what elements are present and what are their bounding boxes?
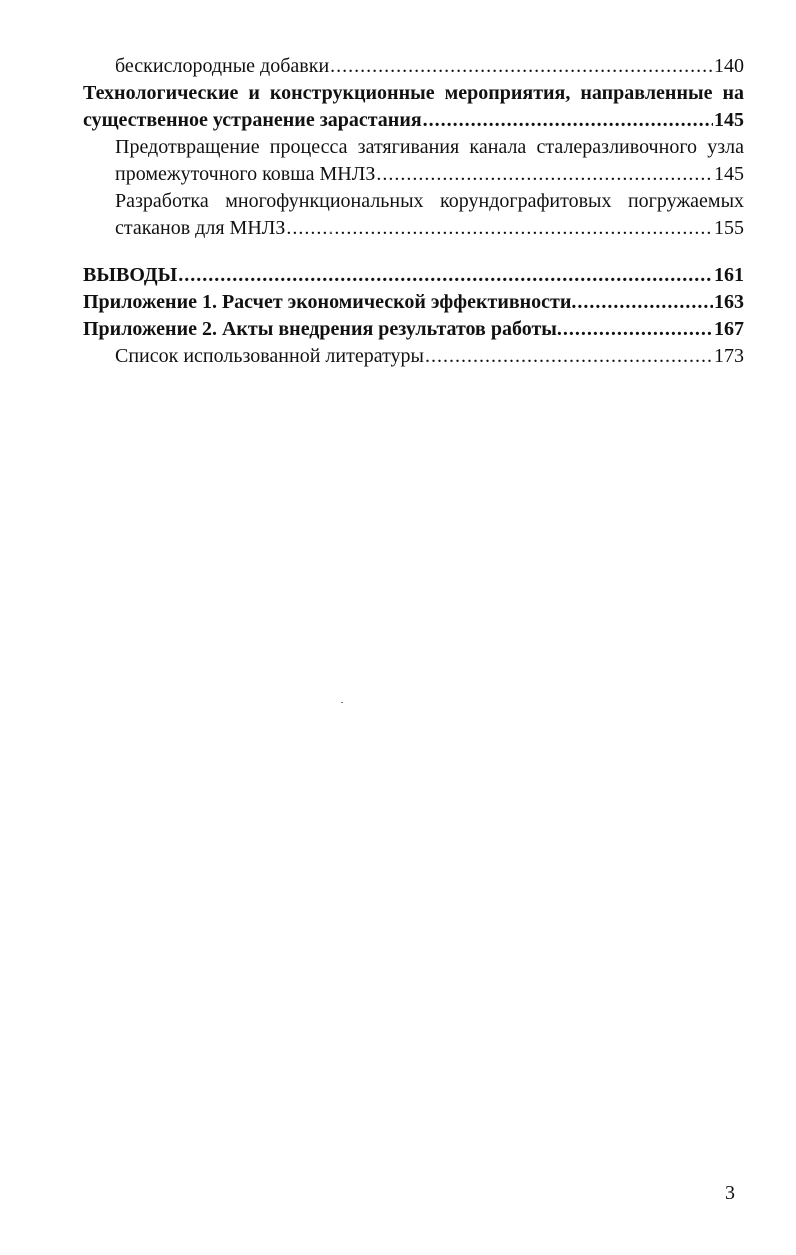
toc-entry-line <box>83 289 744 316</box>
table-of-contents <box>83 53 744 370</box>
toc-entry-appendix-2 <box>83 316 744 343</box>
toc-entry-line <box>83 262 744 289</box>
toc-leader-dots <box>425 343 713 370</box>
toc-entry-line <box>115 215 744 242</box>
toc-leader-dots <box>577 289 713 316</box>
toc-entry-line <box>83 316 744 343</box>
toc-entry-line <box>115 343 744 370</box>
scan-speck <box>330 232 332 233</box>
toc-entry-page: 161 <box>714 264 744 286</box>
toc-entry-page: 173 <box>714 345 744 367</box>
toc-entry-channel-clogging-prevention <box>83 134 744 188</box>
toc-entry-title: бескислородные добавки <box>115 55 330 77</box>
scan-speck <box>341 702 343 703</box>
toc-entry-appendix-1 <box>83 289 744 316</box>
toc-entry-line <box>83 107 744 134</box>
toc-entry-title: стаканов для МНЛЗ <box>115 217 286 239</box>
toc-leader-dots <box>423 107 713 134</box>
toc-entry-page: 155 <box>714 217 744 239</box>
toc-entry-page: 167 <box>714 318 744 340</box>
page-number: 3 <box>725 1182 735 1204</box>
toc-entry-title: существенное устранение зарастания <box>83 109 422 131</box>
toc-entry-submerged-nozzles <box>83 188 744 242</box>
toc-leader-dots <box>286 215 713 242</box>
toc-entry-title: Список использованной литературы <box>115 345 424 367</box>
toc-entry-references <box>83 343 744 370</box>
toc-entry-conclusions <box>83 262 744 289</box>
toc-entry-title: Приложение 1. Расчет экономической эффективности. <box>83 291 577 313</box>
toc-leader-dots <box>178 262 713 289</box>
toc-entry-title: ВЫВОДЫ <box>83 264 178 286</box>
toc-entry-page: 145 <box>714 163 744 185</box>
toc-leader-dots <box>330 53 713 80</box>
toc-entry-line <box>115 161 744 188</box>
toc-entry-title-line: Технологические и конструкционные мероприятия, направленные на <box>83 82 744 104</box>
toc-entry-technological-measures <box>83 80 744 134</box>
toc-entry-page: 140 <box>714 55 744 77</box>
toc-entry-title-line: Предотвращение процесса затягивания канала сталеразливочного узла <box>115 136 744 158</box>
toc-leader-dots <box>563 316 713 343</box>
toc-entry-title: промежуточного ковша МНЛЗ <box>115 163 376 185</box>
toc-entry-title-line: Разработка многофункциональных корундографитовых погружаемых <box>115 190 744 212</box>
toc-entry-line <box>115 53 744 80</box>
toc-leader-dots <box>376 161 713 188</box>
toc-entry-oxygen-free-additives <box>83 53 744 80</box>
toc-entry-title: Приложение 2. Акты внедрения результатов работы. <box>83 318 562 340</box>
toc-entry-page: 163 <box>714 291 744 313</box>
toc-entry-page: 145 <box>714 109 744 131</box>
